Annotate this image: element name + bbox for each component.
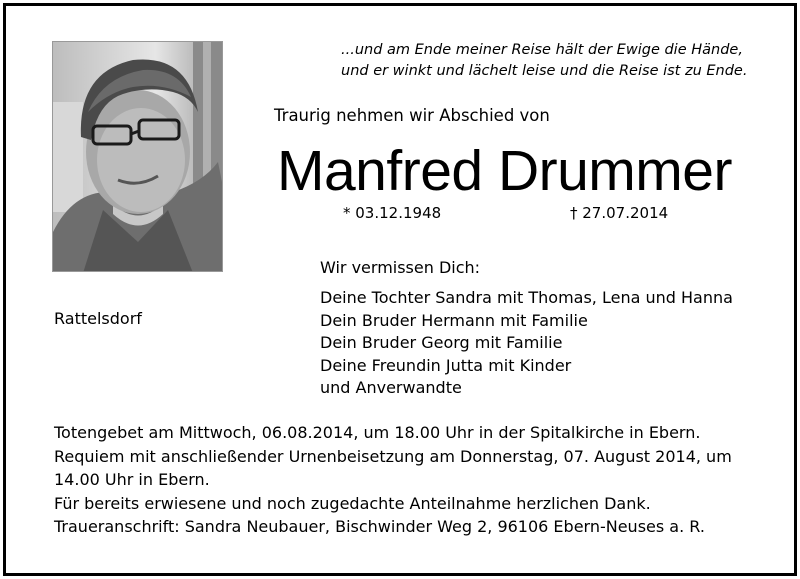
quote-line-1: ...und am Ende meiner Reise hält der Ewige die Hände,	[341, 42, 743, 58]
portrait-photo	[52, 41, 223, 272]
portrait-illustration	[53, 42, 223, 272]
requiem-time: 14.00 Uhr in Ebern.	[54, 470, 210, 489]
family-line: und Anverwandte	[320, 378, 462, 397]
family-line: Dein Bruder Hermann mit Familie	[320, 310, 588, 330]
miss-heading: Wir vermissen Dich:	[320, 258, 481, 277]
quote	[341, 40, 751, 82]
family-list	[320, 287, 733, 400]
service-info	[54, 421, 754, 539]
thanks-note: Für bereits erwiesene und noch zugedachte Anteilnahme herzlichen Dank.	[54, 493, 651, 513]
requiem-info: Requiem mit anschließender Urnenbeisetzung am Donnerstag, 07. August 2014, um	[54, 446, 732, 466]
death-date: † 27.07.2014	[570, 204, 669, 222]
birth-date: * 03.12.1948	[343, 204, 442, 222]
family-line: Deine Freundin Jutta mit Kinder	[320, 355, 572, 375]
prayer-info: Totengebet am Mittwoch, 06.08.2014, um 18.00 Uhr in der Spitalkirche in Ebern.	[54, 423, 701, 442]
mourning-address: Traueranschrift: Sandra Neubauer, Bischwinder Weg 2, 96106 Ebern-Neuses a. R.	[54, 517, 705, 536]
deceased-name: Manfred Drummer	[277, 139, 732, 203]
family-line: Deine Tochter Sandra mit Thomas, Lena und Hanna	[320, 288, 733, 307]
quote-line-2: und er winkt und lächelt leise und die Reise ist zu Ende.	[341, 63, 748, 79]
intro-text: Traurig nehmen wir Abschied von	[274, 106, 550, 125]
place-name: Rattelsdorf	[54, 309, 142, 328]
family-line: Dein Bruder Georg mit Familie	[320, 333, 563, 352]
